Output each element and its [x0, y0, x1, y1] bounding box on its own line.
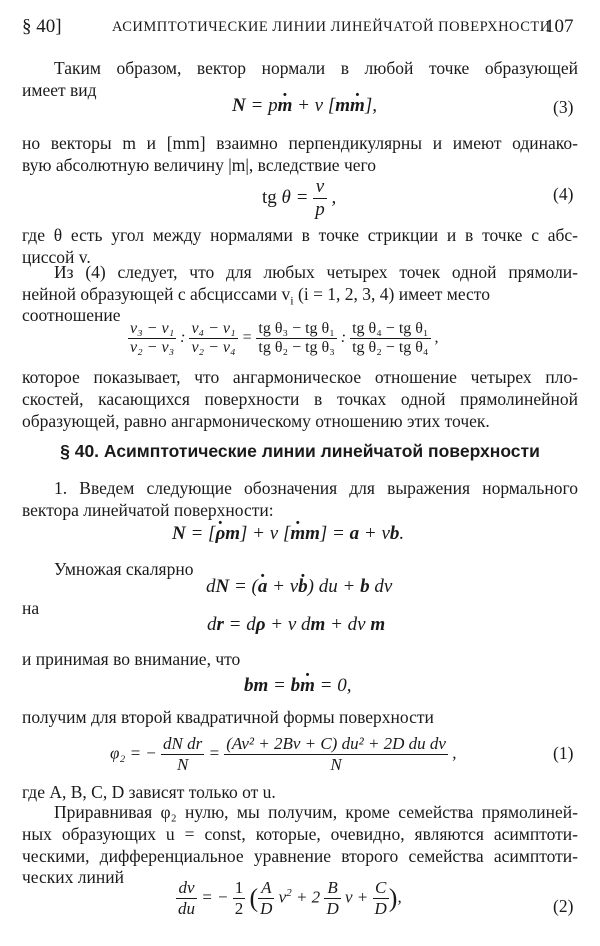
cross-ratio-f4-num: tg θ₄ − tg θ₁	[352, 320, 429, 337]
para12-line4: ческих линий	[22, 867, 124, 887]
header-running-title: АСИМПТОТИЧЕСКИЕ ЛИНИИ ЛИНЕЙЧАТОЙ ПОВЕРХНОСТИ	[112, 19, 551, 35]
para11-line1: где A, B, C, D зависят только от u.	[22, 782, 276, 802]
equation-1-number: (1)	[553, 743, 574, 763]
para4-line1: Из (4) следует, что для любых четырех точек одной прямоли-	[54, 262, 578, 282]
equation-2-half-num: 1	[234, 878, 244, 897]
para3-line2: циссой v.	[22, 247, 91, 267]
equation-1-f1-num: dN dr	[163, 734, 203, 753]
cross-ratio-f2-num: v₄ − v₁	[191, 320, 236, 337]
para2-line1: но векторы m и [mm] взаимно перпендикулярны и имеют одинако-	[22, 133, 578, 153]
cross-ratio-f1-num: v₃ − v₁	[130, 320, 175, 337]
para12-line2: ных образующих u = const, которые, очевидно, являются асимптоти-	[22, 824, 578, 844]
header-section-ref: § 40]	[22, 16, 62, 37]
equation-2-half-den: 2	[234, 899, 244, 918]
para3-line1: где θ есть угол между нормалями в точке стрикции и в точке с абс-	[22, 225, 578, 245]
para12-line1: Приравнивая φ₂ нулю, мы получим, кроме семейства прямолиней-	[54, 802, 578, 822]
equation-dN: dN = (· a + v· b) du + b dv	[206, 576, 392, 598]
equation-3: N = p· m + v [m· m],	[232, 95, 377, 117]
cross-ratio-f3-den: tg θ₂ − tg θ₃	[258, 339, 335, 356]
equation-1-lhs: φ₂ = −	[110, 743, 157, 763]
para1-line1: Таким образом, вектор нормали в любой точке образующей	[54, 58, 578, 78]
equation-1: φ₂ = − $\frac{\text{dN dr}}{N}$ = $\frac{\text{(Av² + 2Bv + C) du² + 2D du dv}}{N}$ ,	[110, 734, 457, 774]
para1-line2: имеет вид	[22, 80, 97, 100]
equation-cross-ratio: $\frac{\text{v₃ − v₁}}{\text{v₂ − v₃}}$ : $\frac{\text{v₄ − v₁}}{\text{v₂ − v₄}}$ = $\frac{\text{tg θ₃ − tg θ₁}}{\text{tg θ₂ − tg θ₃}}$ : $\frac{\text{tg θ₄ − tg θ₁}}{\text{tg θ₂ − tg θ₄}}$ ,	[130, 320, 439, 356]
equation-2-b-num: B	[324, 878, 340, 899]
equation-1-f2-den: N	[330, 755, 342, 774]
equation-N: N = [· ρm] + v [· mm] = a + vb.	[172, 523, 404, 545]
equation-2-c-num: C	[373, 878, 389, 899]
para5-line2: скостей, касающихся поверхности в точках одной прямолинейной	[22, 389, 578, 409]
equation-bm: bm = b· m = 0,	[244, 675, 351, 697]
header-page-number: 107	[545, 16, 574, 37]
equation-2-a-num: A	[258, 878, 274, 899]
para2-line2: вую абсолютную величину |m|, вследствие чего	[22, 155, 377, 175]
para6-line2: вектора линейчатой поверхности:	[22, 500, 274, 520]
para12-line3: ческими, дифференциальное уравнение второго семейства асимптоти-	[22, 846, 578, 866]
equation-2-a-den: D	[260, 899, 273, 918]
para9-line1: и принимая во внимание, что	[22, 649, 241, 669]
equation-2-b-den: D	[326, 899, 339, 918]
equation-1-f1-den: N	[176, 755, 189, 774]
para10-line1: получим для второй квадратичной формы поверхности	[22, 707, 434, 727]
equation-2-number: (2)	[553, 896, 574, 916]
equation-dr: dr = dρ + v dm + dv m	[207, 614, 386, 635]
para7-line1: Умножая скалярно	[54, 559, 194, 579]
para4-line2-sub: i	[290, 293, 294, 308]
equation-1-f2-num: (Av² + 2Bv + C) du² + 2D du dv	[226, 734, 446, 753]
equation-4-number: (4)	[553, 184, 574, 204]
para4-line3: соотношение	[22, 305, 121, 325]
para8-line1: на	[22, 598, 40, 618]
equation-2-lhs-num: dv	[176, 878, 197, 899]
equation-2-c-den: D	[374, 899, 387, 918]
para6-line1: 1. Введем следующие обозначения для выражения нормального	[54, 478, 578, 498]
cross-ratio-f4-den: tg θ₂ − tg θ₄	[352, 339, 429, 356]
para4-line2-b: (i = 1, 2, 3, 4) имеет место	[293, 284, 490, 304]
equation-3-number: (3)	[553, 97, 574, 117]
para5-line3: образующей, равно ангармоническому отношению этих точек.	[22, 411, 490, 431]
cross-ratio-f3-num: tg θ₃ − tg θ₁	[258, 320, 335, 337]
para4-line2-a: нейной образующей с абсциссами v	[22, 284, 291, 304]
section-heading: § 40. Асимптотические линии линейчатой поверхности	[60, 441, 540, 461]
cross-ratio-f2-den: v₂ − v₄	[191, 339, 236, 356]
para5-line1: которое показывает, что ангармоническое отношение четырех пло-	[22, 367, 578, 387]
equation-2: $\frac{dv}{du}$ = − $\frac{1}{2}$ ( $\frac{A}{D}$ $v^2 + 2$ $\frac{B}{D}$ v + $\frac{C}{D}$ ),	[178, 878, 402, 918]
equation-2-lhs-den: du	[178, 899, 195, 918]
cross-ratio-f1-den: v₂ − v₃	[130, 339, 175, 356]
equation-4-fraction: $\frac{v}{p}$	[315, 176, 325, 220]
equation-4: tg θ = $\frac{v}{p}$ ,	[262, 176, 337, 220]
